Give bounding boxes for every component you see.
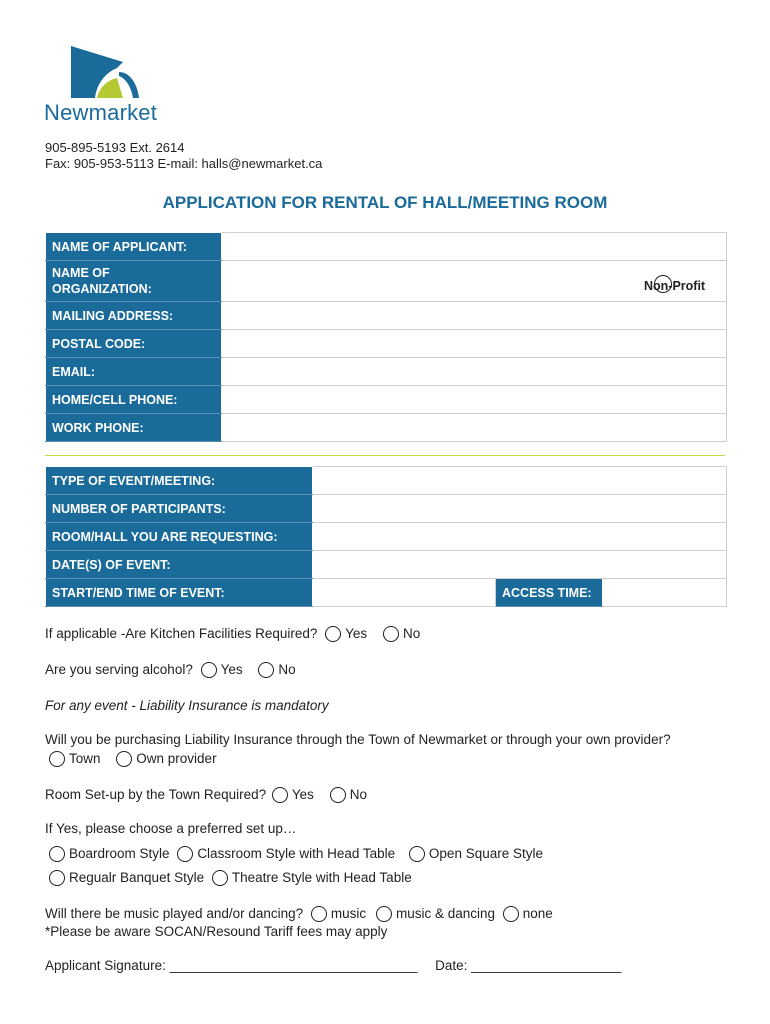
setup-no-radio[interactable]	[330, 787, 346, 803]
option-label: No	[402, 626, 421, 641]
option-label: Yes	[291, 787, 314, 802]
music-question	[45, 906, 553, 922]
option-label: Open Square Style	[428, 846, 543, 861]
event-dates-field[interactable]	[313, 551, 727, 579]
option-label: No	[278, 662, 296, 677]
home-cell-phone-field[interactable]	[222, 386, 727, 414]
table-row	[46, 414, 727, 442]
option-label: Town	[69, 751, 101, 766]
kitchen-question-text: If applicable -Are Kitchen Facilities Required?	[45, 626, 318, 641]
kitchen-question	[45, 626, 420, 642]
table-row	[46, 233, 727, 261]
field-label: TYPE OF EVENT/MEETING:	[46, 467, 313, 495]
insurance-options	[45, 751, 217, 767]
event-type-field[interactable]	[313, 467, 727, 495]
option-label: music	[330, 906, 367, 921]
insurance-own-provider-radio[interactable]	[116, 751, 132, 767]
alcohol-yes-radio[interactable]	[201, 662, 217, 678]
music-radio[interactable]	[311, 906, 327, 922]
date-label: Date: ____________________	[435, 958, 622, 973]
field-label	[46, 261, 222, 302]
field-label: ROOM/HALL YOU ARE REQUESTING:	[46, 523, 313, 551]
theatre-style-radio[interactable]	[212, 870, 228, 886]
option-label: Boardroom Style	[69, 846, 170, 861]
mailing-address-field[interactable]	[222, 302, 727, 330]
logo-wordmark: Newmarket	[44, 100, 158, 125]
alcohol-question	[45, 662, 296, 678]
setup-question	[45, 787, 367, 803]
music-dancing-radio[interactable]	[376, 906, 392, 922]
signature-label: Applicant Signature: _________________________________	[45, 958, 418, 973]
table-row	[46, 302, 727, 330]
insurance-question-text: Will you be purchasing Liability Insurance through the Town of Newmarket or through your own provider?	[45, 732, 671, 747]
table-row	[46, 358, 727, 386]
page-title: APPLICATION FOR RENTAL OF HALL/MEETING ROOM	[162, 193, 608, 212]
table-row	[46, 523, 727, 551]
logo-mark-icon	[45, 44, 160, 104]
email-field[interactable]	[222, 358, 727, 386]
option-label: none	[522, 906, 553, 921]
access-time-field[interactable]	[603, 579, 727, 607]
field-label: NUMBER OF PARTICIPANTS:	[46, 495, 313, 523]
option-label: Yes	[345, 626, 368, 641]
option-label: Yes	[220, 662, 243, 677]
field-label: NAME OF APPLICANT:	[46, 233, 222, 261]
table-row	[46, 261, 727, 302]
music-question-text: Will there be music played and/or dancing?	[45, 906, 304, 921]
option-label: No	[349, 787, 367, 802]
field-label: HOME/CELL PHONE:	[46, 386, 222, 414]
music-none-radio[interactable]	[503, 906, 519, 922]
org-label-line1: NAME OF	[52, 266, 110, 280]
table-row	[46, 551, 727, 579]
setup-question-text: Room Set-up by the Town Required?	[45, 787, 267, 802]
non-profit-label: Non-Profit	[644, 279, 706, 293]
insurance-town-radio[interactable]	[49, 751, 65, 767]
field-label: DATE(S) OF EVENT:	[46, 551, 313, 579]
work-phone-field[interactable]	[222, 414, 727, 442]
option-label: Classroom Style with Head Table	[197, 846, 396, 861]
option-label: Own provider	[136, 751, 217, 766]
org-label-line2: ORGANIZATION:	[52, 282, 152, 296]
field-label: EMAIL:	[46, 358, 222, 386]
boardroom-style-radio[interactable]	[49, 846, 65, 862]
participants-field[interactable]	[313, 495, 727, 523]
table-row	[46, 579, 727, 607]
classroom-style-radio[interactable]	[177, 846, 193, 862]
start-end-time-field[interactable]	[313, 579, 496, 607]
setup-choice-row1	[45, 846, 543, 862]
signature-line[interactable]	[45, 958, 621, 973]
contact-fax-email: Fax: 905-953-5113 E-mail: halls@newmarket.ca	[45, 156, 323, 171]
field-label: WORK PHONE:	[46, 414, 222, 442]
contact-phone: 905-895-5193 Ext. 2614	[45, 140, 185, 155]
option-label: Theatre Style with Head Table	[231, 870, 412, 885]
table-row	[46, 330, 727, 358]
applicant-name-field[interactable]	[222, 233, 727, 261]
setup-yes-radio[interactable]	[272, 787, 288, 803]
applicant-table	[45, 232, 727, 442]
field-label: POSTAL CODE:	[46, 330, 222, 358]
table-row	[46, 386, 727, 414]
insurance-note: For any event - Liability Insurance is mandatory	[45, 698, 329, 713]
open-square-style-radio[interactable]	[409, 846, 425, 862]
postal-code-field[interactable]	[222, 330, 727, 358]
section-divider	[45, 455, 725, 456]
alcohol-no-radio[interactable]	[258, 662, 274, 678]
access-time-label: ACCESS TIME:	[496, 579, 603, 607]
event-table	[45, 466, 727, 607]
alcohol-question-text: Are you serving alcohol?	[45, 662, 193, 677]
kitchen-no-radio[interactable]	[383, 626, 399, 642]
table-row	[46, 495, 727, 523]
setup-choice-text: If Yes, please choose a preferred set up…	[45, 821, 297, 836]
banquet-style-radio[interactable]	[49, 870, 65, 886]
table-row	[46, 467, 727, 495]
setup-choice-row2	[45, 870, 412, 886]
field-label: MAILING ADDRESS:	[46, 302, 222, 330]
option-label: music & dancing	[395, 906, 496, 921]
room-hall-field[interactable]	[313, 523, 727, 551]
field-label: START/END TIME OF EVENT:	[46, 579, 313, 607]
option-label: Regualr Banquet Style	[69, 870, 205, 885]
kitchen-yes-radio[interactable]	[325, 626, 341, 642]
socan-note: *Please be aware SOCAN/Resound Tariff fees may apply	[45, 924, 388, 939]
